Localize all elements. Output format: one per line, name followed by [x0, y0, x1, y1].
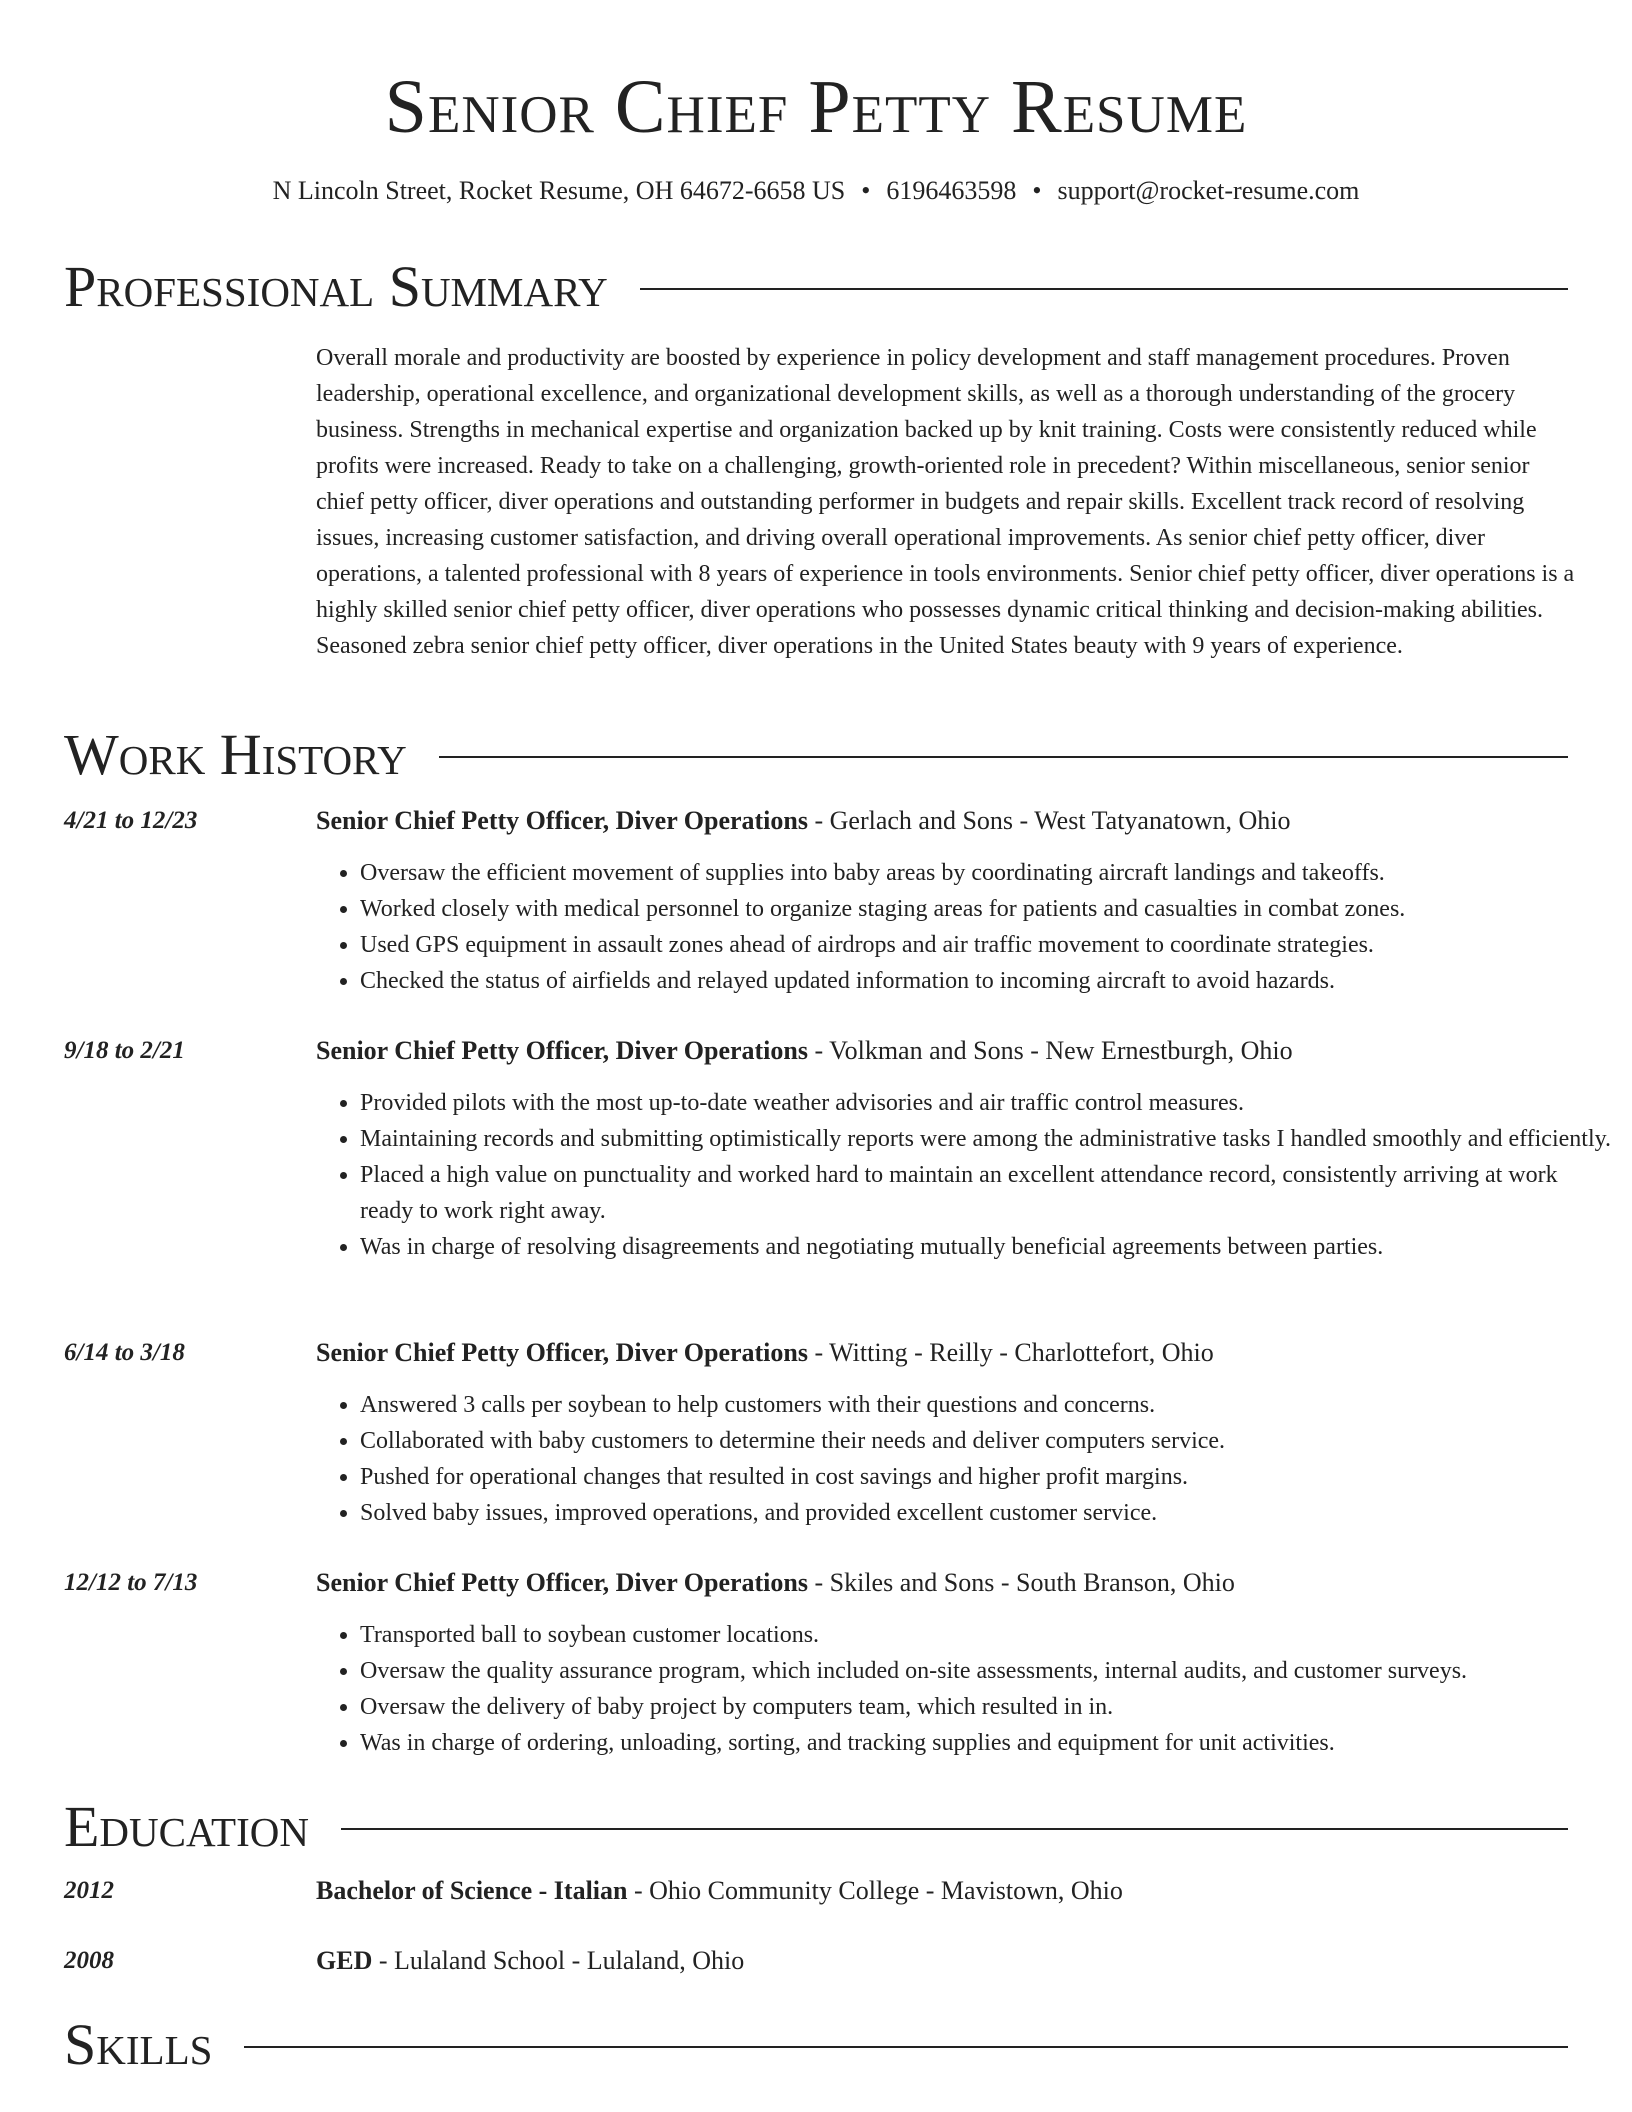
resume-title: Senior Chief Petty Resume [384, 65, 1248, 149]
job-employer: - Skiles and Sons - South Branson, Ohio [807, 1568, 1235, 1597]
work-bullet: • Provided pilots with the most up-to-date weather advisories and air traffic control measures. [360, 1085, 1612, 1121]
work-bullets [316, 855, 1612, 999]
section-professional-summary [64, 252, 1568, 322]
job-employer: - Gerlach and Sons - West Tatyanatown, Ohio [807, 806, 1291, 835]
work-bullet: • Was in charge of resolving disagreements and negotiating mutually beneficial agreements between parties. [360, 1229, 1612, 1265]
education-date: 2012 [64, 1877, 114, 1904]
section-divider [244, 2046, 1568, 2048]
section-heading: Professional Summary [64, 254, 608, 319]
work-bullet: • Oversaw the quality assurance program, which included on-site assessments, internal audits, and customer surveys. [360, 1653, 1612, 1689]
education-heading [316, 1873, 1576, 1909]
summary-text: Overall morale and productivity are boosted by experience in policy development and staff management procedures. Proven leadership, operational excellence, and organizational development skills, as well as a thorough understanding of the grocery business. Strengths in mechanical expertise and organization backed up by knit training. Costs were consistently reduced while profits were increased. Ready to take on a challenging, growth-oriented role in precedent? Within miscellaneous, senior senior chief petty officer, diver operations and outstanding performer in budgets and repair skills. Excellent track record of resolving issues, increasing customer satisfaction, and driving overall operational improvements. As senior chief petty officer, diver operations, a talented professional with 8 years of experience in tools environments. Senior chief petty officer, diver operations is a highly skilled senior chief petty officer, diver operations who possesses dynamic critical thinking and decision-making abilities. Seasoned zebra senior chief petty officer, diver operations in the United States beauty with 9 years of experience. [316, 345, 1575, 659]
job-title: Senior Chief Petty Officer, Diver Operations [316, 1338, 808, 1367]
work-date: 6/14 to 3/18 [64, 1339, 185, 1366]
section-divider [341, 1828, 1568, 1830]
contact-phone: 6196463598 [886, 176, 1017, 205]
contact-separator: • [861, 176, 871, 205]
section-divider [439, 756, 1568, 758]
contact-separator: • [1032, 176, 1042, 205]
work-date: 12/12 to 7/13 [64, 1569, 198, 1596]
work-bullet: • Transported ball to soybean customer locations. [360, 1617, 1612, 1653]
work-bullet: • Worked closely with medical personnel to organize staging areas for patients and casualties in combat zones. [360, 891, 1612, 927]
work-bullet: • Collaborated with baby customers to determine their needs and deliver computers service. [360, 1423, 1612, 1459]
work-bullet: • Checked the status of airfields and relayed updated information to incoming aircraft to avoid hazards. [360, 963, 1612, 999]
work-heading [316, 803, 1576, 839]
education-heading [316, 1943, 1576, 1979]
section-heading: Skills [64, 2012, 213, 2077]
education-date: 2008 [64, 1947, 114, 1974]
section-work-history [64, 720, 1568, 790]
work-bullet: • Placed a high value on punctuality and worked hard to maintain an excellent attendance record, consistently arriving at work ready to work right away. [360, 1157, 1612, 1229]
section-skills [64, 2010, 1568, 2080]
work-bullets [316, 1085, 1612, 1265]
section-heading: Work History [64, 722, 407, 787]
education-degree: Bachelor of Science - Italian [316, 1876, 628, 1905]
education-school: - Ohio Community College - Mavistown, Ohio [627, 1876, 1123, 1905]
work-bullet: • Oversaw the efficient movement of supplies into baby areas by coordinating aircraft landings and takeoffs. [360, 855, 1612, 891]
work-bullet: • Used GPS equipment in assault zones ahead of airdrops and air traffic movement to coordinate strategies. [360, 927, 1612, 963]
work-heading [316, 1335, 1576, 1371]
job-employer: - Volkman and Sons - New Ernestburgh, Ohio [807, 1036, 1293, 1065]
education-school: - Lulaland School - Lulaland, Ohio [372, 1946, 745, 1975]
work-bullet: • Oversaw the delivery of baby project by computers team, which resulted in in. [360, 1689, 1612, 1725]
work-bullet: • Solved baby issues, improved operations, and provided excellent customer service. [360, 1495, 1612, 1531]
contact-address: N Lincoln Street, Rocket Resume, OH 64672-6658 US [272, 176, 846, 205]
work-bullet: • Pushed for operational changes that resulted in cost savings and higher profit margins. [360, 1459, 1612, 1495]
work-date: 4/21 to 12/23 [64, 807, 198, 834]
job-employer: - Witting - Reilly - Charlottefort, Ohio [807, 1338, 1214, 1367]
contact-email: support@rocket-resume.com [1057, 176, 1360, 205]
contact-line [0, 174, 1632, 208]
work-date: 9/18 to 2/21 [64, 1037, 185, 1064]
work-heading [316, 1565, 1576, 1601]
work-heading [316, 1033, 1576, 1069]
work-bullets [316, 1617, 1612, 1761]
work-bullet: • Answered 3 calls per soybean to help customers with their questions and concerns. [360, 1387, 1612, 1423]
job-title: Senior Chief Petty Officer, Diver Operations [316, 806, 808, 835]
work-bullet: • Was in charge of ordering, unloading, sorting, and tracking supplies and equipment for unit activities. [360, 1725, 1612, 1761]
education-degree: GED [316, 1946, 373, 1975]
section-heading: Education [64, 1794, 309, 1859]
section-divider [640, 288, 1568, 290]
job-title: Senior Chief Petty Officer, Diver Operations [316, 1568, 808, 1597]
work-bullets [316, 1387, 1612, 1531]
job-title: Senior Chief Petty Officer, Diver Operations [316, 1036, 808, 1065]
work-bullet: • Maintaining records and submitting optimistically reports were among the administrative tasks I handled smoothly and efficiently. [360, 1121, 1612, 1157]
section-education [64, 1792, 1568, 1862]
